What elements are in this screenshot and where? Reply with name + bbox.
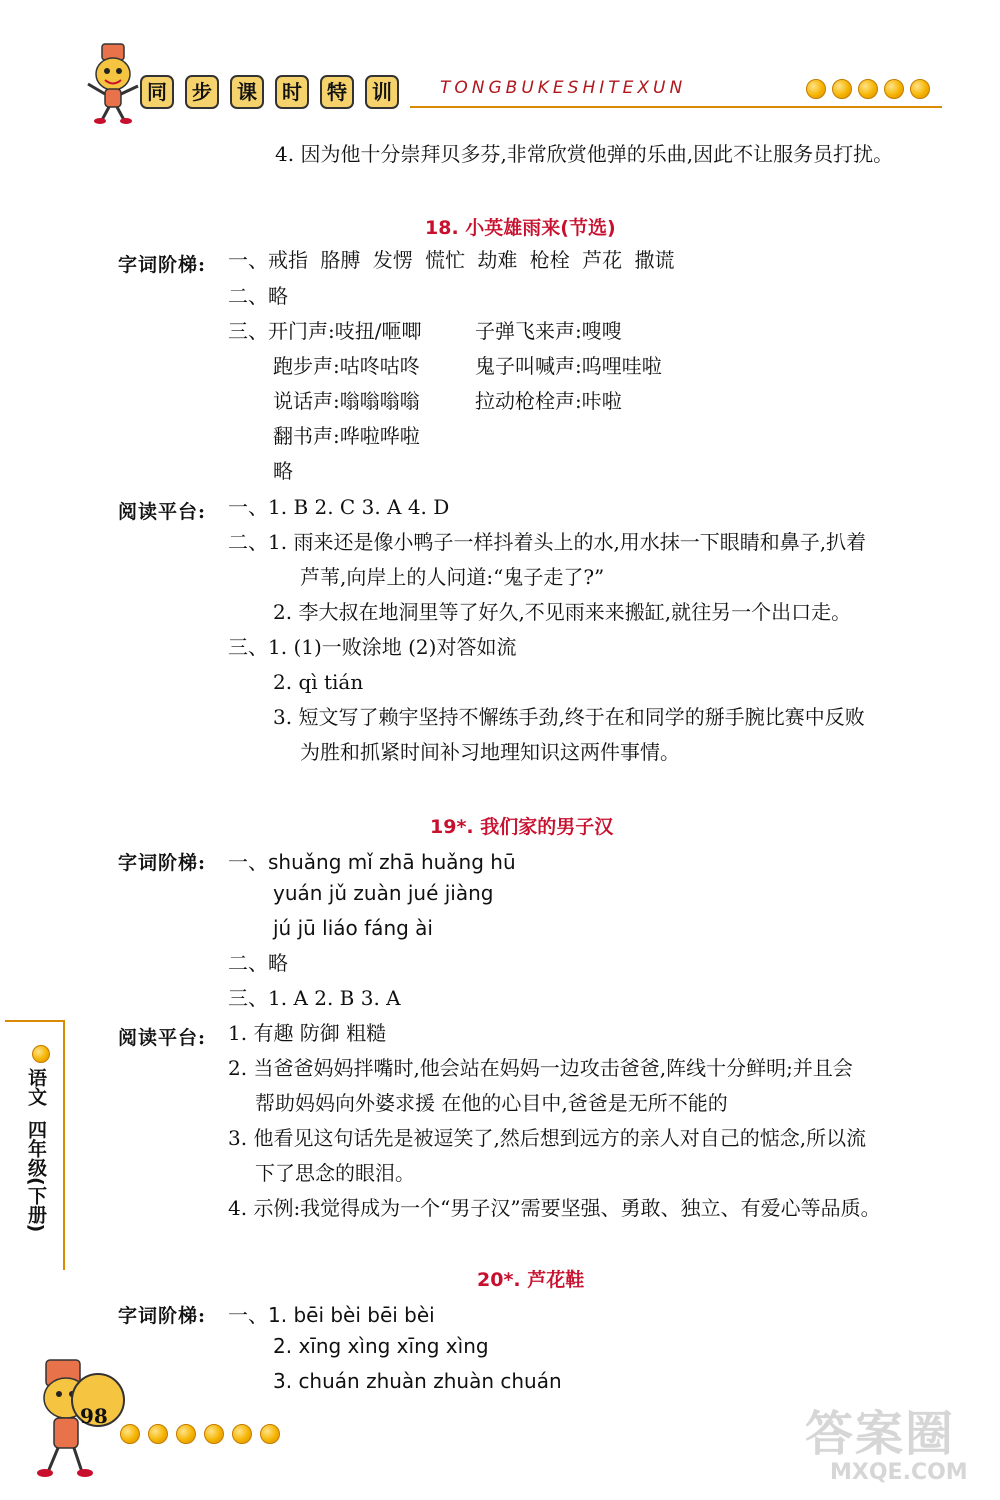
answer-line: 鬼子叫喊声:呜哩哇啦 — [475, 354, 662, 378]
lesson-18-title: 18. 小英雄雨来(节选) — [425, 217, 616, 239]
answer-line: 拉动枪栓声:咔啦 — [475, 389, 622, 413]
page-number: 98 — [80, 1404, 108, 1428]
answer-line: 芦苇,向岸上的人问道:“鬼子走了?” — [300, 565, 605, 589]
sidebar-subject: 语文 — [25, 1068, 47, 1106]
reading-label: 阅读平台: — [118, 501, 207, 523]
header-dot-icon — [832, 79, 852, 99]
footer-dot-icon — [120, 1424, 140, 1444]
footer-dot-icon — [232, 1424, 252, 1444]
header-dot-icon — [806, 79, 826, 99]
header-char-2: 步 — [185, 75, 219, 109]
pinyin-line: 一、shuǎng mǐ zhā huǎng hū — [228, 850, 516, 874]
answer-line: 三、1. (1)一败涂地 (2)对答如流 — [228, 635, 517, 659]
sidebar-vertical-line — [63, 1020, 65, 1270]
header-char-4: 时 — [275, 75, 309, 109]
answer-line: 翻书声:哗啦哗啦 — [273, 424, 420, 448]
answer-line: 4. 示例:我觉得成为一个“男子汉”需要坚强、勇敢、独立、有爱心等品质。 — [228, 1196, 881, 1220]
answer-line: 二、1. 雨来还是像小鸭子一样抖着头上的水,用水抹一下眼睛和鼻子,扒着 — [228, 530, 867, 554]
answer-line: 三、1. A 2. B 3. A — [228, 986, 401, 1010]
answer-line: 3. 短文写了赖宇坚持不懈练手劲,终于在和同学的掰手腕比赛中反败 — [273, 705, 865, 729]
header-dot-icon — [884, 79, 904, 99]
answer-line: 略 — [273, 459, 293, 483]
answer-line: 为胜和抓紧时间补习地理知识这两件事情。 — [300, 740, 680, 764]
header-dot-icon — [910, 79, 930, 99]
answer-line: 2. 李大叔在地洞里等了好久,不见雨来来搬缸,就往另一个出口走。 — [273, 600, 852, 624]
answer-line: 说话声:嗡嗡嗡嗡 — [273, 389, 420, 413]
answer-line: 3. 他看见这句话先是被逗笑了,然后想到远方的亲人对自己的惦念,所以流 — [228, 1126, 867, 1150]
sidebar-grade: 四年级(下册) — [25, 1120, 47, 1233]
header-dot-icon — [858, 79, 878, 99]
footer-dot-icon — [176, 1424, 196, 1444]
header-pinyin-title: TONGBUKESHITEXUN — [440, 78, 687, 98]
pinyin-line: yuán jǔ zuàn jué jiàng — [273, 881, 494, 905]
answer-line: 帮助妈妈向外婆求援 在他的心目中,爸爸是无所不能的 — [255, 1091, 728, 1115]
answer-line: 一、戒指 胳膊 发愣 慌忙 劫难 枪栓 芦花 撒谎 — [228, 248, 675, 272]
answer-line: 子弹飞来声:嗖嗖 — [475, 319, 622, 343]
pinyin-line: 2. xīng xìng xīng xìng — [273, 1334, 489, 1358]
footer-dot-icon — [148, 1424, 168, 1444]
watermark-url: MXQE.COM — [830, 1460, 968, 1485]
pinyin-line: 一、1. bēi bèi bēi bèi — [228, 1303, 435, 1327]
watermark-logo: 答案圈 — [805, 1406, 956, 1462]
sidebar-divider — [5, 1020, 65, 1022]
ciyu-label: 字词阶梯: — [118, 1305, 207, 1327]
header-char-1: 同 — [140, 75, 174, 109]
ciyu-label: 字词阶梯: — [118, 852, 207, 874]
answer-line: 三、开门声:吱扭/咂唧 — [228, 319, 422, 343]
answer-line: 跑步声:咕咚咕咚 — [273, 354, 420, 378]
mascot-icon — [78, 40, 148, 125]
answer-line: 2. qì tián — [273, 670, 364, 694]
header-char-5: 特 — [320, 75, 354, 109]
header-char-6: 训 — [365, 75, 399, 109]
ciyu-label: 字词阶梯: — [118, 254, 207, 276]
sidebar-dot-icon — [32, 1045, 50, 1063]
answer-line: 1. 有趣 防御 粗糙 — [228, 1021, 387, 1045]
answer-line: 二、略 — [228, 951, 288, 975]
reading-label: 阅读平台: — [118, 1027, 207, 1049]
answer-line: 一、1. B 2. C 3. A 4. D — [228, 495, 450, 519]
pinyin-line: 3. chuán zhuàn zhuàn chuán — [273, 1369, 562, 1393]
header-char-3: 课 — [230, 75, 264, 109]
header-line — [410, 106, 942, 108]
footer-dot-icon — [260, 1424, 280, 1444]
answer-line: 二、略 — [228, 284, 288, 308]
pinyin-line: jú jū liáo fáng ài — [273, 916, 433, 940]
footer-dot-icon — [204, 1424, 224, 1444]
lesson-20-title: 20*. 芦花鞋 — [477, 1269, 585, 1291]
answer-line: 4. 因为他十分崇拜贝多芬,非常欣赏他弹的乐曲,因此不让服务员打扰。 — [275, 142, 894, 166]
answer-line: 下了思念的眼泪。 — [255, 1161, 415, 1185]
header — [0, 0, 1000, 130]
lesson-19-title: 19*. 我们家的男子汉 — [430, 816, 614, 838]
answer-line: 2. 当爸爸妈妈拌嘴时,他会站在妈妈一边攻击爸爸,阵线十分鲜明;并且会 — [228, 1056, 853, 1080]
